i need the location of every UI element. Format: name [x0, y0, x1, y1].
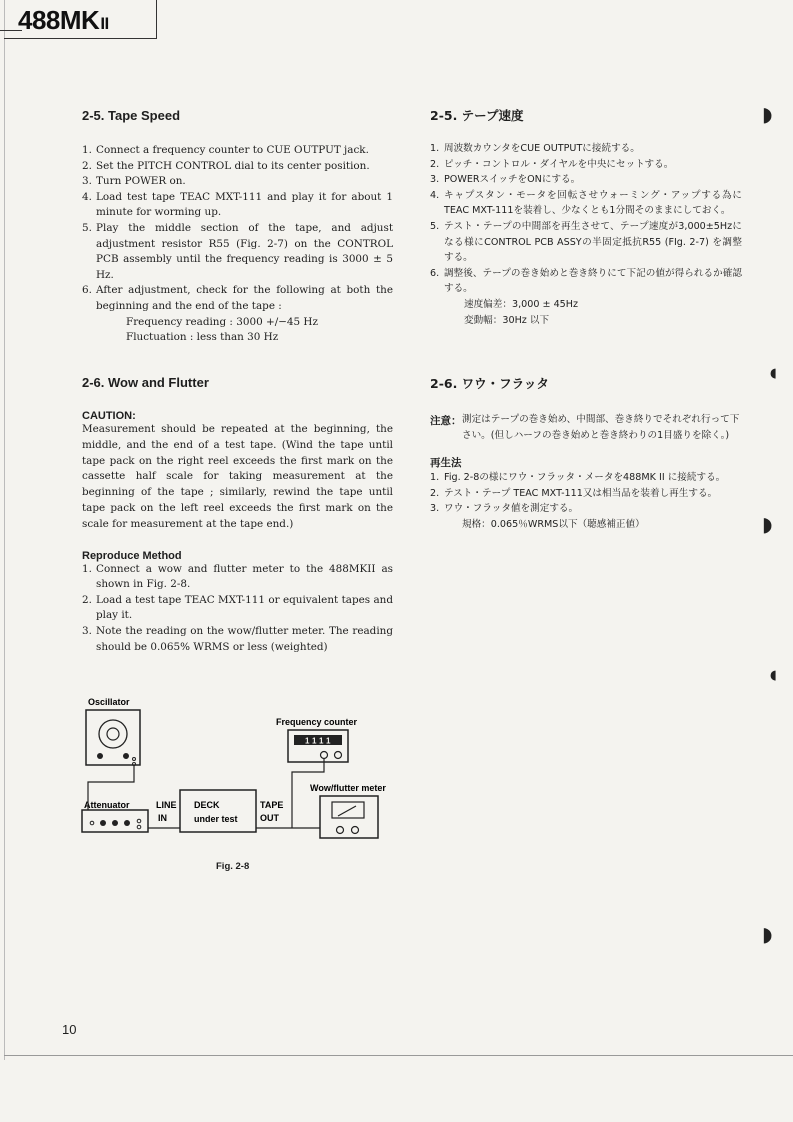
step-number: 5. [430, 220, 440, 232]
ja-wow-flutter-section [430, 374, 742, 533]
oscillator-knob [123, 753, 129, 759]
list-item [430, 172, 742, 188]
margin-marker-icon: ◖ [770, 366, 777, 381]
ja-wow-flutter-title: 2-6. ワウ・フラッタ [430, 376, 549, 391]
tape-out-label: TAPE [260, 800, 284, 810]
step-text: キャプスタン・モータを回転させウォーミング・アップする為にTEAC MXT-111を装着し、少なくとも1分間そのままにしておく。 [444, 189, 742, 217]
model-title [18, 5, 109, 36]
oscillator-terminal [133, 758, 136, 761]
step-text: 周波数カウンタをCUE OUTPUTに接続する。 [444, 143, 640, 154]
step-number: 1. [82, 562, 92, 575]
oscillator-dial-inner [107, 728, 119, 740]
list-item [82, 593, 393, 624]
oscillator-knob [97, 753, 103, 759]
line-in-label: LINE [156, 800, 177, 810]
list-item [430, 470, 742, 486]
en-frequency-reading: Frequency reading : 3000 +/−45 Hz [126, 315, 318, 328]
attenuator-knob [112, 820, 118, 826]
step-text: ワウ・フラッタ値を測定する。 [444, 503, 579, 515]
list-item [430, 188, 742, 219]
ja-speed-deviation: 速度偏差：3,000 ± 45Hz [464, 298, 579, 310]
meter-terminal [352, 827, 359, 834]
step-text: ピッチ・コントロル・ダイヤルを中央にセットする。 [444, 158, 674, 170]
step-text: POWERスイッチをONにする。 [444, 174, 581, 186]
attenuator-terminal [137, 825, 141, 829]
step-text: Play the middle section of the tape, and adjust adjustment resistor R55 (Fig. 2-7) on the CONTROL PCB assembly until the frequency reading is 3000 ± 5 Hz. [96, 221, 393, 281]
list-item [82, 159, 393, 175]
margin-marker-icon: ◗ [762, 102, 773, 126]
ja-caution-text: 測定はテープの巻き始め、中間部、巻き終りでそれぞれ行って下さい。(但しハーフの巻き始めと巻き終わりの1目盛りを除く。) [462, 414, 740, 441]
model-suffix: II [100, 14, 109, 33]
step-text: 調整後、テープの巻き始めと巻き終りにて下記の値が得られるか確認する。 [444, 267, 742, 295]
step-text: Set the PITCH CONTROL dial to its center position. [96, 159, 370, 172]
list-item [430, 157, 742, 173]
en-reproduce-method-title: Reproduce Method [82, 549, 182, 562]
step-text: Load test tape TEAC MXT-111 and play it for about 1 minute for worming up. [96, 190, 393, 219]
step-number: 2. [82, 159, 92, 172]
step-text: Connect a wow and flutter meter to the 488MKII as shown in Fig. 2-8. [96, 562, 393, 591]
list-item [82, 562, 393, 593]
line-in-label: IN [158, 813, 167, 823]
step-number: 3. [82, 624, 92, 637]
ja-caution-label: 注意： [430, 415, 462, 427]
en-tape-speed-steps [82, 143, 393, 315]
ja-fluctuation: 変動幅：30Hz 以下 [464, 314, 550, 326]
list-item [82, 221, 393, 283]
margin-marker-icon: ◗ [762, 512, 773, 536]
step-number: 4. [430, 189, 440, 201]
deck-label: DECK [194, 800, 220, 810]
step-number: 6. [82, 284, 92, 297]
list-item [82, 143, 393, 159]
list-item [430, 141, 742, 157]
ja-tape-speed-section [430, 106, 742, 328]
frequency-counter-label: Frequency counter [276, 717, 358, 727]
list-item [82, 624, 393, 655]
step-number: 6. [430, 267, 440, 279]
header-box [4, 0, 157, 39]
step-text: テスト・テープ TEAC MXT-111又は相当品を装着し再生する。 [444, 487, 718, 499]
step-number: 3. [430, 503, 440, 515]
ja-tape-speed-title: 2-5. テープ速度 [430, 108, 524, 123]
en-tape-speed-title: 2-5. Tape Speed [82, 108, 181, 123]
step-number: 2. [82, 593, 92, 606]
footer-line [4, 1055, 793, 1056]
list-item [430, 486, 742, 502]
step-number: 3. [430, 174, 440, 186]
meter-terminal [337, 827, 344, 834]
step-text: Connect a frequency counter to CUE OUTPUT jack. [96, 144, 369, 156]
en-caution-label: CAUTION: [82, 410, 136, 422]
attenuator-terminal [90, 821, 94, 825]
list-item [82, 174, 393, 190]
oscillator-label: Oscillator [88, 697, 130, 707]
list-item [430, 219, 742, 266]
frequency-counter-box [288, 730, 348, 762]
ja-caution [430, 412, 742, 443]
step-number: 2. [430, 487, 440, 499]
en-reproduce-steps [82, 562, 393, 656]
oscillator-box [86, 710, 140, 765]
deck-sublabel: under test [194, 814, 238, 824]
step-number: 1. [82, 144, 92, 156]
step-text: Fig. 2-8の様にワウ・フラッタ・メータを488MK II に接続する。 [444, 472, 726, 484]
tape-out-label: OUT [260, 813, 279, 823]
model-name: 488MK [18, 5, 100, 35]
counter-terminal [335, 752, 342, 759]
margin-marker-icon: ◗ [762, 922, 773, 946]
step-text: Note the reading on the wow/flutter meter. The reading should be 0.065% WRMS or less (weighted) [96, 624, 393, 653]
wow-flutter-meter-label: Wow/flutter meter [310, 783, 386, 793]
en-wow-flutter-section [82, 375, 393, 655]
en-tape-speed-section [82, 108, 393, 346]
list-item [430, 266, 742, 297]
attenuator-label: Attenuator [84, 800, 130, 810]
list-item [82, 190, 393, 221]
ja-tape-speed-steps [430, 141, 742, 297]
step-text: Load a test tape TEAC MXT-111 or equivalent tapes and play it. [96, 593, 393, 622]
step-text: After adjustment, check for the following at both the beginning and the end of the tape : [96, 284, 393, 312]
meter-needle [338, 806, 356, 816]
margin-marker-icon: ◖ [770, 668, 777, 683]
attenuator-knob [100, 820, 106, 826]
oscillator-dial-outer [99, 720, 127, 748]
step-number: 1. [430, 143, 440, 154]
step-number: 2. [430, 158, 440, 170]
attenuator-knob [124, 820, 130, 826]
step-number: 3. [82, 175, 92, 188]
counter-terminal [321, 752, 328, 759]
en-fluctuation: Fluctuation : less than 30 Hz [126, 331, 279, 344]
list-item [82, 283, 393, 314]
measurement-setup-diagram [70, 690, 410, 880]
counter-display-digits: 1111 [305, 736, 334, 746]
list-item [430, 501, 742, 517]
deck-box [180, 790, 256, 832]
figure-caption: Fig. 2-8 [216, 861, 250, 872]
step-number: 1. [430, 472, 440, 484]
step-text: Turn POWER on. [96, 175, 186, 188]
ja-reproduce-method-title: 再生法 [430, 457, 462, 470]
step-number: 4. [82, 190, 92, 203]
wire-deck-counter [292, 759, 324, 828]
en-wow-flutter-title: 2-6. Wow and Flutter [82, 375, 209, 390]
attenuator-terminal [137, 819, 141, 823]
binding-edge-line [4, 0, 5, 1060]
step-text: テスト・テープの中間部を再生させて、テープ速度が3,000±5Hzになる様にCONTROL PCB ASSYの半固定抵抗R55 (FIg. 2-7) を調整する。 [444, 220, 742, 264]
ja-reproduce-steps [430, 470, 742, 517]
step-number: 5. [82, 221, 92, 234]
ja-spec: 規格：0.065％WRMS以下（聴感補正値） [462, 518, 645, 530]
page-number: 10 [62, 1022, 77, 1037]
en-caution-text: Measurement should be repeated at the beginning, the middle, and the end of a test tape. (Wind the tape until tape pack on the right reel exceeds the first mark on the cassette half scale for taking measurement at the beginning of the tape ; similarly, rewind the tape until tape pack on the left reel exceeds the first mark on the scale for measurement at the tape end.) [82, 423, 393, 530]
